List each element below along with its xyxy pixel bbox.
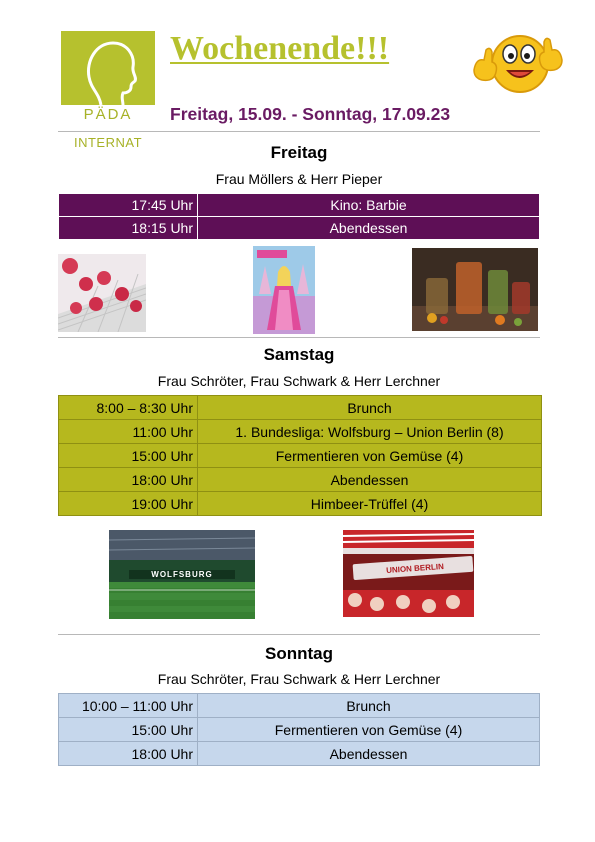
table-row bbox=[59, 468, 542, 492]
time-cell: 15:00 Uhr bbox=[59, 444, 198, 468]
table-row bbox=[59, 194, 540, 217]
activity-cell: Abendessen bbox=[198, 468, 542, 492]
activity-cell: Brunch bbox=[198, 694, 540, 718]
friday-staff: Frau Möllers & Herr Pieper bbox=[215, 171, 383, 187]
union-berlin-fans-photo bbox=[343, 530, 474, 617]
friday-schedule-table bbox=[58, 193, 540, 240]
raspberry-truffle-photo bbox=[58, 254, 146, 332]
logo-emblem bbox=[61, 31, 155, 105]
table-row bbox=[59, 718, 540, 742]
divider bbox=[58, 634, 540, 635]
time-cell: 11:00 Uhr bbox=[59, 420, 198, 444]
activity-cell: 1. Bundesliga: Wolfsburg – Union Berlin (8) bbox=[198, 420, 542, 444]
activity-cell: Fermentieren von Gemüse (4) bbox=[198, 444, 542, 468]
activity-cell: Brunch bbox=[198, 396, 542, 420]
friday-title: Freitag bbox=[270, 143, 328, 162]
sunday-staff: Frau Schröter, Frau Schwark & Herr Lerchner bbox=[157, 671, 441, 687]
time-cell: 18:00 Uhr bbox=[59, 742, 198, 766]
scarf-lettering: UNION BERLIN bbox=[385, 561, 445, 576]
activity-cell: Kino: Barbie bbox=[198, 194, 540, 217]
saturday-staff: Frau Schröter, Frau Schwark & Herr Lerchner bbox=[157, 373, 441, 389]
saturday-schedule-table bbox=[58, 395, 542, 516]
activity-cell: Abendessen bbox=[198, 217, 540, 240]
table-row bbox=[59, 742, 540, 766]
time-cell: 15:00 Uhr bbox=[59, 718, 198, 742]
fermented-vegetables-photo bbox=[412, 248, 538, 331]
stadium-lettering: WOLFSBURG bbox=[151, 570, 213, 579]
time-cell: 18:00 Uhr bbox=[59, 468, 198, 492]
thumbs-up-smiley-icon bbox=[470, 30, 566, 100]
table-row bbox=[59, 420, 542, 444]
logo-text-paeda: PÄDA bbox=[83, 106, 133, 123]
divider bbox=[58, 337, 540, 338]
activity-cell: Himbeer-Trüffel (4) bbox=[198, 492, 542, 516]
time-cell: 19:00 Uhr bbox=[59, 492, 198, 516]
page-title: Wochenende!!! bbox=[170, 30, 390, 67]
divider bbox=[58, 131, 540, 132]
time-cell: 10:00 – 11:00 Uhr bbox=[59, 694, 198, 718]
time-cell: 8:00 – 8:30 Uhr bbox=[59, 396, 198, 420]
barbie-movie-poster bbox=[253, 246, 315, 334]
wolfsburg-stadium-photo bbox=[109, 530, 255, 619]
date-range: Freitag, 15.09. - Sonntag, 17.09.23 bbox=[170, 104, 451, 124]
saturday-title: Samstag bbox=[263, 345, 335, 364]
table-row bbox=[59, 492, 542, 516]
table-row bbox=[59, 217, 540, 240]
time-cell: 18:15 Uhr bbox=[59, 217, 198, 240]
logo-text-internat: INTERNAT bbox=[73, 135, 143, 150]
paeda-internat-logo bbox=[61, 31, 155, 150]
head-silhouette-icon bbox=[61, 31, 155, 105]
table-row bbox=[59, 694, 540, 718]
table-row bbox=[59, 444, 542, 468]
sunday-title: Sonntag bbox=[265, 644, 333, 663]
time-cell: 17:45 Uhr bbox=[59, 194, 198, 217]
activity-cell: Abendessen bbox=[198, 742, 540, 766]
sunday-schedule-table bbox=[58, 693, 540, 766]
table-row bbox=[59, 396, 542, 420]
activity-cell: Fermentieren von Gemüse (4) bbox=[198, 718, 540, 742]
